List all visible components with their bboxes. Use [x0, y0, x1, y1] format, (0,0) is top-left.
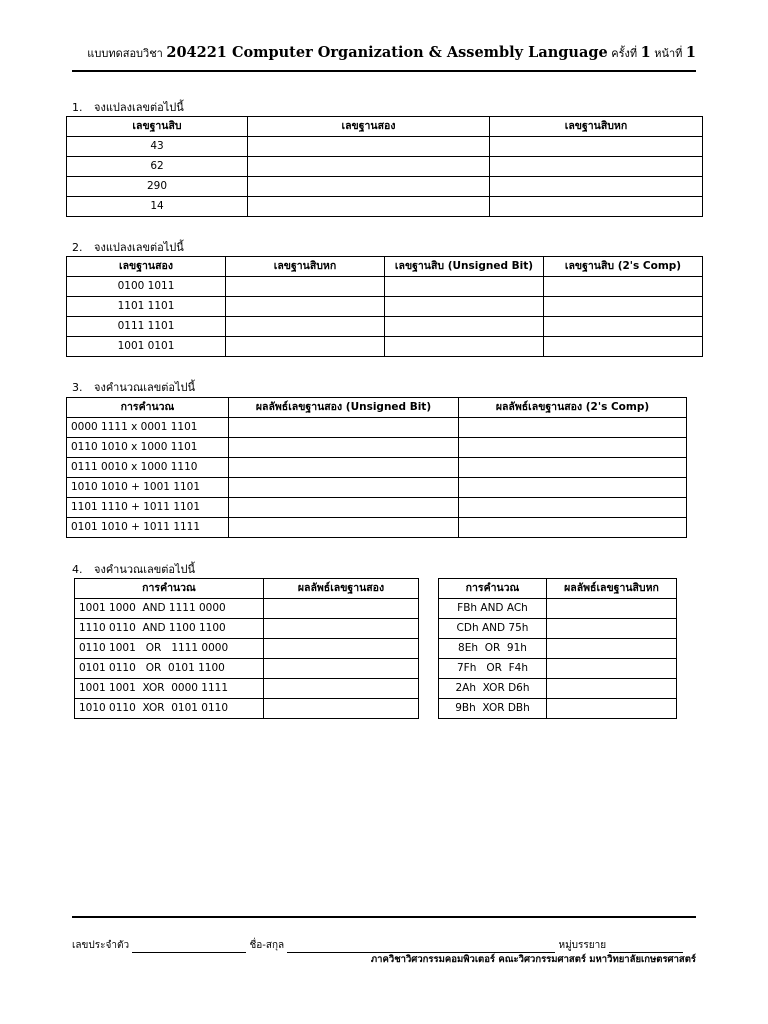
table-row: [439, 639, 677, 659]
table-row: [67, 498, 687, 518]
course-title: 204221 Computer Organization & Assembly Language: [166, 44, 608, 61]
table-row: [439, 659, 677, 679]
table-row: [67, 137, 703, 157]
twos-comp-answer-cell[interactable]: [544, 317, 703, 337]
binary-value: 0111 1101: [67, 317, 226, 337]
table-row: [439, 699, 677, 719]
calculation-expression: 0111 0010 x 1000 1110: [67, 458, 229, 478]
table-row: [67, 458, 687, 478]
logic-expression: FBh AND ACh: [439, 599, 547, 619]
column-header: เลขฐานสิบหก: [226, 257, 385, 277]
hex-answer-cell[interactable]: [547, 699, 677, 719]
table-row: [67, 438, 687, 458]
table-row: [75, 679, 419, 699]
binary-answer-cell[interactable]: [264, 599, 419, 619]
table-header-row: [439, 579, 677, 599]
table-row: [67, 478, 687, 498]
student-id-label: เลขประจำตัว: [72, 940, 130, 951]
calculation-expression: 1010 1010 + 1001 1101: [67, 478, 229, 498]
table-row: [439, 619, 677, 639]
logic-expression: CDh AND 75h: [439, 619, 547, 639]
table-row: [75, 659, 419, 679]
table-row: [67, 297, 703, 317]
twos-comp-answer-cell[interactable]: [459, 418, 687, 438]
table-header-row: [67, 257, 703, 277]
logic-expression: 0101 0110 OR 0101 1100: [75, 659, 264, 679]
twos-comp-answer-cell[interactable]: [459, 478, 687, 498]
round-number: 1: [640, 44, 651, 61]
unsigned-answer-cell[interactable]: [385, 317, 544, 337]
hex-answer-cell[interactable]: [547, 619, 677, 639]
twos-comp-answer-cell[interactable]: [459, 498, 687, 518]
column-header: เลขฐานสิบ (2's Comp): [544, 257, 703, 277]
binary-answer-cell[interactable]: [248, 177, 490, 197]
table-row: [67, 518, 687, 538]
unsigned-answer-cell[interactable]: [229, 418, 459, 438]
twos-comp-answer-cell[interactable]: [459, 518, 687, 538]
hex-answer-cell[interactable]: [226, 297, 385, 317]
table-row: [67, 418, 687, 438]
binary-value: 0100 1011: [67, 277, 226, 297]
hex-answer-cell[interactable]: [490, 197, 703, 217]
column-header: เลขฐานสอง: [67, 257, 226, 277]
table-row: [67, 277, 703, 297]
hex-answer-cell[interactable]: [490, 157, 703, 177]
name-label: ชื่อ-สกุล: [249, 940, 285, 951]
table-row: [75, 699, 419, 719]
question-1-text: จงแปลงเลขต่อไปนี้: [94, 101, 184, 114]
binary-value: 1101 1101: [67, 297, 226, 317]
column-header: การคำนวณ: [67, 398, 229, 418]
column-header: เลขฐานสิบ (Unsigned Bit): [385, 257, 544, 277]
logic-expression: 1001 1000 AND 1111 0000: [75, 599, 264, 619]
column-header: ผลลัพธ์เลขฐานสอง: [264, 579, 419, 599]
column-header: เลขฐานสอง: [248, 117, 490, 137]
table-header-row: [67, 117, 703, 137]
calculation-expression: 0110 1010 x 1000 1101: [67, 438, 229, 458]
twos-comp-answer-cell[interactable]: [459, 458, 687, 478]
question-3-title: [72, 378, 195, 396]
hex-answer-cell[interactable]: [547, 659, 677, 679]
unsigned-answer-cell[interactable]: [229, 478, 459, 498]
binary-answer-cell[interactable]: [248, 137, 490, 157]
question-1-table: [66, 116, 703, 217]
question-2-number: 2.: [72, 241, 83, 254]
hex-answer-cell[interactable]: [547, 639, 677, 659]
question-2-text: จงแปลงเลขต่อไปนี้: [94, 241, 184, 254]
table-row: [75, 639, 419, 659]
column-header: การคำนวณ: [439, 579, 547, 599]
hex-answer-cell[interactable]: [490, 177, 703, 197]
logic-expression: 2Ah XOR D6h: [439, 679, 547, 699]
twos-comp-answer-cell[interactable]: [459, 438, 687, 458]
twos-comp-answer-cell[interactable]: [544, 277, 703, 297]
page-header: [72, 44, 696, 72]
column-header: ผลลัพธ์เลขฐานสอง (Unsigned Bit): [229, 398, 459, 418]
question-2-title: [72, 238, 184, 256]
round-label: ครั้งที่: [611, 47, 638, 60]
question-2-table: [66, 256, 703, 357]
header-prefix: แบบทดสอบวิชา: [87, 47, 163, 60]
decimal-value: 290: [67, 177, 248, 197]
question-1-number: 1.: [72, 101, 83, 114]
table-row: [67, 177, 703, 197]
hex-answer-cell[interactable]: [226, 317, 385, 337]
question-3-table: [66, 397, 687, 538]
table-row: [67, 317, 703, 337]
twos-comp-answer-cell[interactable]: [544, 337, 703, 357]
column-header: ผลลัพธ์เลขฐานสิบหก: [547, 579, 677, 599]
logic-expression: 9Bh XOR DBh: [439, 699, 547, 719]
table-row: [67, 197, 703, 217]
logic-expression: 7Fh OR F4h: [439, 659, 547, 679]
unsigned-answer-cell[interactable]: [385, 297, 544, 317]
table-row: [75, 599, 419, 619]
unsigned-answer-cell[interactable]: [229, 518, 459, 538]
question-4-title: [72, 560, 195, 578]
unsigned-answer-cell[interactable]: [385, 277, 544, 297]
decimal-value: 62: [67, 157, 248, 177]
logic-expression: 1110 0110 AND 1100 1100: [75, 619, 264, 639]
logic-expression: 8Eh OR 91h: [439, 639, 547, 659]
table-row: [67, 337, 703, 357]
column-header: เลขฐานสิบหก: [490, 117, 703, 137]
twos-comp-answer-cell[interactable]: [544, 297, 703, 317]
binary-answer-cell[interactable]: [248, 197, 490, 217]
binary-answer-cell[interactable]: [264, 619, 419, 639]
student-info-line: [72, 938, 696, 953]
table-row: [439, 679, 677, 699]
question-4-logic-binary-table: [74, 578, 419, 719]
logic-expression: 0110 1001 OR 1111 0000: [75, 639, 264, 659]
logic-expression: 1010 0110 XOR 0101 0110: [75, 699, 264, 719]
unsigned-answer-cell[interactable]: [229, 438, 459, 458]
question-3-number: 3.: [72, 381, 83, 394]
page-number: 1: [685, 44, 696, 61]
hex-answer-cell[interactable]: [226, 337, 385, 357]
calculation-expression: 0101 1010 + 1011 1111: [67, 518, 229, 538]
binary-answer-cell[interactable]: [248, 157, 490, 177]
table-header-row: [75, 579, 419, 599]
unsigned-answer-cell[interactable]: [229, 498, 459, 518]
column-header: การคำนวณ: [75, 579, 264, 599]
binary-value: 1001 0101: [67, 337, 226, 357]
question-4-text: จงคำนวณเลขต่อไปนี้: [94, 563, 196, 576]
decimal-value: 14: [67, 197, 248, 217]
hex-answer-cell[interactable]: [547, 599, 677, 619]
section-label: หมู่บรรยาย: [558, 940, 607, 951]
unsigned-answer-cell[interactable]: [229, 458, 459, 478]
question-1-title: [72, 98, 184, 116]
calculation-expression: 0000 1111 x 0001 1101: [67, 418, 229, 438]
hex-answer-cell[interactable]: [547, 679, 677, 699]
hex-answer-cell[interactable]: [490, 137, 703, 157]
question-4-logic-hex-table: [438, 578, 677, 719]
column-header: เลขฐานสิบ: [67, 117, 248, 137]
binary-answer-cell[interactable]: [264, 659, 419, 679]
unsigned-answer-cell[interactable]: [385, 337, 544, 357]
table-row: [67, 157, 703, 177]
table-row: [439, 599, 677, 619]
binary-answer-cell[interactable]: [264, 699, 419, 719]
table-row: [75, 619, 419, 639]
question-4-number: 4.: [72, 563, 83, 576]
department-line: ภาควิชาวิศวกรรมคอมพิวเตอร์ คณะวิศวกรรมศาสตร์ มหาวิทยาลัยเกษตรศาสตร์: [370, 954, 696, 965]
binary-answer-cell[interactable]: [264, 639, 419, 659]
logic-expression: 1001 1001 XOR 0000 1111: [75, 679, 264, 699]
page-label: หน้าที่: [654, 47, 683, 60]
binary-answer-cell[interactable]: [264, 679, 419, 699]
decimal-value: 43: [67, 137, 248, 157]
column-header: ผลลัพธ์เลขฐานสอง (2's Comp): [459, 398, 687, 418]
footer-divider: [72, 916, 696, 918]
table-header-row: [67, 398, 687, 418]
calculation-expression: 1101 1110 + 1011 1101: [67, 498, 229, 518]
question-3-text: จงคำนวณเลขต่อไปนี้: [94, 381, 196, 394]
hex-answer-cell[interactable]: [226, 277, 385, 297]
